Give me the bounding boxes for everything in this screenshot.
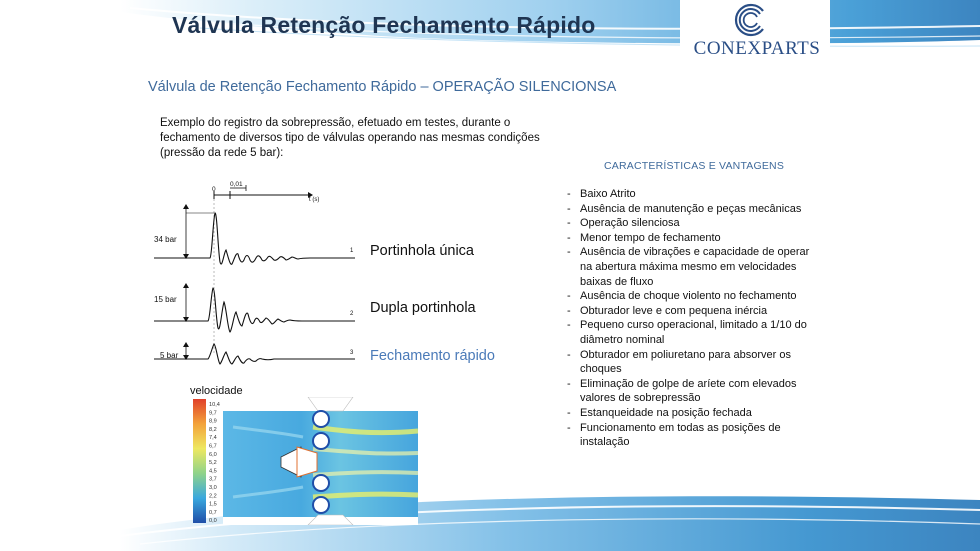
svg-text:0,7: 0,7 <box>209 509 217 516</box>
svg-text:8,2: 8,2 <box>209 426 217 433</box>
intro-paragraph: Exemplo do registro da sobrepressão, efetuado em testes, durante o fechamento de diversos tipo de válvulas operando nas mesmas condições (pressão da rede 5 bar): <box>160 117 540 159</box>
trace-2-pressure: 15 bar <box>154 295 177 304</box>
trace-double-flap <box>154 283 355 332</box>
time-tick-label: 0,01 <box>230 181 243 188</box>
time-unit-label: t (s) <box>309 197 320 203</box>
list-item: - Menor tempo de fechamento <box>565 231 820 246</box>
logo-text: CONEXPARTS <box>693 38 821 59</box>
bottom-wave-decoration <box>0 470 980 551</box>
curve-label-single-flap: Portinhola única <box>370 243 474 259</box>
list-item: - Baixo Atrito <box>565 187 820 202</box>
velocity-color-scale <box>193 399 206 523</box>
conexparts-logo-icon <box>733 3 769 37</box>
advantages-title: CARACTERÍSTICAS E VANTAGENS <box>604 160 785 172</box>
list-item: - Eliminação de golpe de aríete com elevados valores de sobrepressão <box>565 377 820 406</box>
svg-text:2,2: 2,2 <box>209 493 217 500</box>
list-item: - Pequeno curso operacional, limitado a 1/10 do diâmetro nominal <box>565 318 820 347</box>
svg-text:0,0: 0,0 <box>209 518 217 525</box>
section-subtitle: Válvula de Retenção Fechamento Rápido – OPERAÇÃO SILENCIONSA <box>148 79 617 95</box>
trace-fast-closing <box>154 342 355 364</box>
list-item: - Funcionamento em todas as posições de instalação <box>565 421 820 450</box>
list-item: - Ausência de manutenção e peças mecânicas <box>565 202 820 217</box>
curve-label-double-flap: Dupla portinhola <box>370 300 476 316</box>
list-item: - Estanqueidade na posição fechada <box>565 406 820 421</box>
curve-label-fast-closing: Fechamento rápido <box>370 348 495 364</box>
advantages-list <box>565 187 820 450</box>
svg-text:10,4: 10,4 <box>209 402 220 408</box>
trace-1-index: 1 <box>350 248 354 254</box>
svg-text:6,0: 6,0 <box>209 451 217 458</box>
trace-3-index: 3 <box>350 350 354 356</box>
trace-single-flap <box>154 204 355 264</box>
trace-1-pressure: 34 bar <box>154 235 177 244</box>
svg-text:3,7: 3,7 <box>209 476 217 483</box>
trace-2-index: 2 <box>350 311 354 317</box>
list-item: - Obturador leve e com pequena inércia <box>565 304 820 319</box>
list-item: - Obturador em poliuretano para absorver os choques <box>565 348 820 377</box>
time-zero-label: 0 <box>212 186 216 193</box>
velocity-map-image <box>193 397 418 525</box>
svg-text:5,2: 5,2 <box>209 460 217 467</box>
list-item: - Ausência de vibrações e capacidade de operar na abertura máxima mesmo em velocidades baixas de fluxo <box>565 245 820 289</box>
velocity-scale-labels <box>209 402 220 524</box>
svg-text:3,0: 3,0 <box>209 485 217 491</box>
slide-title: Válvula Retenção Fechamento Rápido <box>172 12 596 38</box>
svg-text:8,9: 8,9 <box>209 418 217 425</box>
trace-3-pressure: 5 bar <box>160 351 179 360</box>
svg-text:9,7: 9,7 <box>209 410 217 417</box>
svg-text:6,7: 6,7 <box>209 443 217 450</box>
svg-text:1,5: 1,5 <box>209 501 217 508</box>
list-item: - Ausência de choque violento no fechamento <box>565 289 820 304</box>
pressure-record-chart <box>150 180 365 380</box>
list-item: - Operação silenciosa <box>565 216 820 231</box>
company-logo <box>680 0 830 65</box>
velocity-map-label: velocidade <box>190 385 243 397</box>
svg-text:7,4: 7,4 <box>209 435 217 442</box>
svg-text:4,5: 4,5 <box>209 468 217 475</box>
